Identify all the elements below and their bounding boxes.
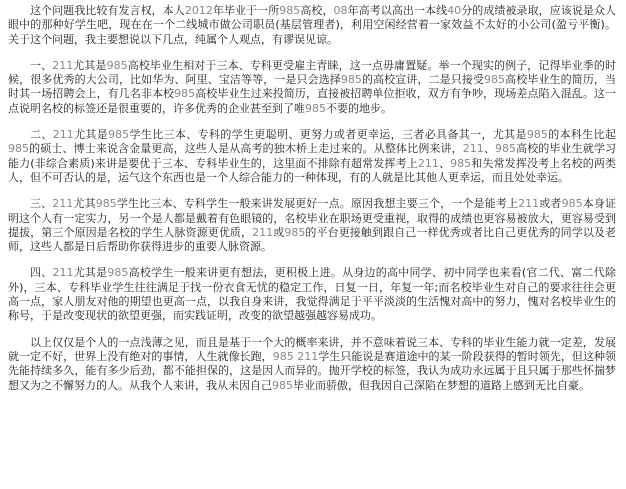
number-text: 985 xyxy=(494,142,516,156)
number-text: 985 xyxy=(272,378,293,392)
number-text: 985 xyxy=(450,156,472,170)
number-text: 40 xyxy=(447,4,462,17)
paragraph-point-three: 三、211尤其985学生比三本、专科学生一般来讲发展更好一点。原因我想主要三个，一个是能考上211或者985本身证明这个人有一定实力，另一个是人都是戴着有色眼镜的，名校毕业在职场更受重视，取得的成绩也更容易被放大，更容易受到提拔，第三个原因是名校的学生人脉资源更优质，211或985的平台更接触到跟自己一样优秀或者比自己更优秀的同学以及老师，这些人都是日后帮助你获得进步的重要人脉资源。 xyxy=(8,197,617,254)
number-text: 985 xyxy=(561,197,583,211)
number-text: 985 xyxy=(95,197,117,211)
paragraph-conclusion: 以上仅仅是个人的一点浅薄之见，而且是基于一个大的概率来讲，并不意味着说三本、专科的毕业生能力就一定差，发展就一定不好，世界上没有绝对的事情，人生就像长跑，985 211学生只能说是赛道途中的某一阶段获得的暂时领先，但这种领先能持续多久，能有多少后劲，都不能担保的，这是因人而异的。抛开学校的标签，我认为成功永远属于且只属于那些怀揣梦想又为之不懈努力的人。从我个人来讲，我从未因自己985毕业而骄傲，但我因自己深陷在梦想的道路上感到无比自豪。 xyxy=(8,335,617,392)
number-text: 985 xyxy=(284,225,306,239)
number-text: 211 xyxy=(52,128,74,142)
paragraph-intro: 这个问题我比较有发言权，本人2012年毕业于一所985高校，08年高考以高出一本线40分的成绩被录取，应该说是众人眼中的那种好学生吧，现在在一个二线城市做公司职员(基层管理者)，利用空闲经营着一家效益不太好的小公司(盈亏平衡)。关于这个问题，我主要想说以下几点，纯属个人观点，有谬误见谅。 xyxy=(8,4,617,46)
number-text: 985 xyxy=(484,73,506,87)
number-text: 211 xyxy=(52,197,74,211)
number-text: 211 xyxy=(462,142,484,156)
number-text: 211 xyxy=(52,266,74,280)
number-text: 985 xyxy=(106,58,128,72)
paragraph-point-four: 四、211尤其是985高校学生一般来讲更有想法，更积极上进。从身边的高中同学、初中同学也来看(官二代、富二代除外)，三本、专科毕业学生往往满足于找一份衣食无忧的稳定工作，日复一日，年复一年;而名校毕业生对自己的要求往往会更高一点，家人朋友对他的期望也更高一点，以我自身来讲，我觉得满足于平平淡淡的生活愧对高中的努力，愧对名校毕业生的称号，于是改变现状的欲望更强，而实践证明，改变的欲望越强越容易成功。 xyxy=(8,266,616,323)
number-text: 985 xyxy=(305,101,326,115)
number-text: 985 xyxy=(174,87,196,101)
paragraph-point-one: 一、211尤其是985高校毕业生相对于三本、专科更受雇主青睐，这一点毋庸置疑。举一个现实的例子，记得毕业季的时候，很多优秀的大公司，比如华为、阿里、宝洁等等，一是只会选择985的高校宣讲，二是只接受985高校毕业生的简历，当时其一场招聘会上，有几名非本校985高校毕业生过来投简历，直接被招聘单位拒收，双方有争吵，现场差点陷入混乱。这一点说明名校的标签还是很重要的，许多优秀的企业甚至到了唯985不要的地步。 xyxy=(8,58,617,115)
number-text: 985 xyxy=(279,4,301,17)
number-text: 985 xyxy=(8,142,29,156)
number-text: 211 xyxy=(518,197,540,211)
number-text: 985 xyxy=(340,73,362,87)
number-text: 211 xyxy=(52,58,74,72)
number-text: 211 xyxy=(417,156,439,170)
number-text: 211 xyxy=(297,349,319,363)
number-text: 2012 xyxy=(184,4,213,17)
number-text: 985 xyxy=(107,266,129,280)
number-text: 08 xyxy=(333,4,348,17)
paragraph-point-two: 二、211尤其是985学生比三本、专科的学生更聪明、更努力或者更幸运，三者必具备其一，尤其是985的本科生比起985的硕士、博士来说含金量更高，这些人是从高考的独木桥上走过来的。从整体比例来讲，211、985高校的毕业生就学习能力(非综合素质)来讲是要优于三本、专科毕业生的，这里面不排除有超常发挥考上211、985和失常发挥没考上名校的两类人，但不可否认的是，运气这个东西也是一个人综合能力的一种体现，有的人就是比其他人更幸运，而且处处幸运。 xyxy=(8,128,617,184)
number-text: 985 xyxy=(108,128,130,142)
number-text: 985 xyxy=(526,128,548,142)
number-text: 211 xyxy=(252,225,274,239)
number-text: 985 xyxy=(272,349,294,363)
